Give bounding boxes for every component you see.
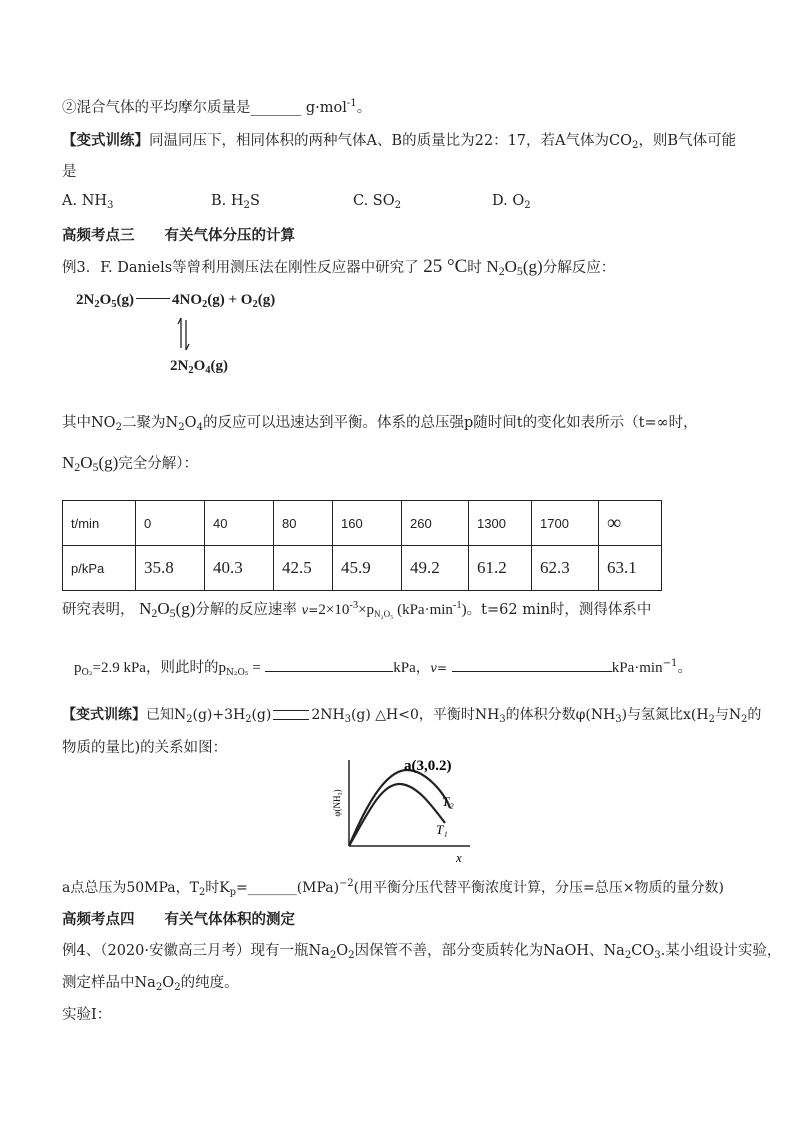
variant-training-1-cont: 是 xyxy=(62,164,77,180)
pressure-time-table xyxy=(62,500,662,591)
example-4: 例4、（2020·安徽高三月考）现有一瓶$Na_2O_2$因保管不善，部分变质转化为NaOH、$Na_2CO_3$.某小组设计实验， xyxy=(62,943,782,961)
table-cell: 42.5 xyxy=(274,546,333,591)
option-d: D. $O_2$ xyxy=(492,193,531,211)
option-b: B. $H_2S$ xyxy=(211,193,260,211)
graph-point-label: a(3,0.2) xyxy=(404,758,452,774)
graph-x-label: x xyxy=(456,850,462,865)
option-c: C. $SO_2$ xyxy=(353,193,402,211)
equilibrium-graph xyxy=(330,758,480,866)
table-cell: 63.1 xyxy=(599,546,662,591)
question-line-molar-mass: ②混合气体的平均摩尔质量是_______ g·mol$^{-1}$。 xyxy=(62,98,372,116)
table-row-pressure xyxy=(63,546,662,591)
graph-curve-label-t1: T₁ xyxy=(436,822,448,837)
pressure-question-line: $p_{O_2}=2.9$ kPa，则此时的$p_{N_2O_5}$ = kPa，$v= kPa\cdot\min^{-1}$。 xyxy=(74,658,693,678)
table-cell: 62.3 xyxy=(532,546,599,591)
table-row-time xyxy=(63,501,662,546)
variant-training-2-cont: 物质的量比)的关系如图： xyxy=(62,740,228,756)
table-cell: 40 xyxy=(205,501,274,546)
answer-blank: _______ xyxy=(250,100,302,116)
table-cell: 61.2 xyxy=(469,546,532,591)
table-cell: 80 xyxy=(274,501,333,546)
n2o5-formula: $N_2O_5(g)$ xyxy=(62,453,119,474)
table-header-time: t/min xyxy=(63,501,136,546)
variant-training-2: 【变式训练】已知$N_2(g)+3H_2(g)$ $2NH_3(g)$ △H<0，平衡时$NH_3$的体积分数$\varphi(NH_3)$与氢氮比$x(H_2$与$N_2$的 xyxy=(62,707,762,725)
graph-curve-label-t2: T₂ xyxy=(442,794,454,809)
table-cell: 35.8 xyxy=(136,546,205,591)
table-header-pressure: p/kPa xyxy=(63,546,136,591)
n2o5-formula: $N_2O_5(g)$ xyxy=(486,257,543,278)
reaction-arrow xyxy=(136,298,170,299)
reaction-equation: $2N_2O_5(g) 4NO_2(g) + O_2(g)$ xyxy=(76,292,276,310)
description-paragraph: 其中$NO_2$二聚为$N_2O_4$的反应可以迅速达到平衡。体系的总压强p随时间t的变化如表所示（t=∞时， xyxy=(62,415,698,433)
table-cell: 49.2 xyxy=(402,546,469,591)
graph-y-label: φ(NH₃) xyxy=(332,789,342,817)
answer-blank-pressure xyxy=(265,657,393,672)
table-cell: 1300 xyxy=(469,501,532,546)
variant-training-1: 【变式训练】同温同压下，相同体积的两种气体A、B的质量比为22：17，若A气体为$CO_2$，则B气体可能 xyxy=(62,133,737,151)
rate-expression: $2\times 10^{-3}\times p_{N_2O_5}$ $(kPa\cdot\min^{-1})$ xyxy=(318,600,467,619)
table-cell: 45.9 xyxy=(333,546,402,591)
equilibrium-arrows xyxy=(176,316,192,352)
experiment-1-label: 实验Ⅰ： xyxy=(62,1007,112,1023)
n2o5-formula: $N_2O_5(g)$ xyxy=(139,599,196,620)
table-cell: 1700 xyxy=(532,501,599,546)
answer-blank-rate xyxy=(452,657,612,672)
dimer-product: $2N_2O_4(g)$ xyxy=(170,358,229,376)
table-cell: 0 xyxy=(136,501,205,546)
equilibrium-arrow-icon xyxy=(273,710,309,720)
example-4-cont: 测定样品中$Na_2O_2$的纯度。 xyxy=(62,975,239,993)
research-statement: 研究表明， $N_2O_5(g)$分解的反应速率 $v=2\times 10^{-3}\times p_{N_2O_5}$ $(kPa\cdot\min^{-1})$。t=62 min时，测得体系中 xyxy=(62,599,652,620)
table-cell: 40.3 xyxy=(205,546,274,591)
description-paragraph-cont: $N_2O_5(g)$完全分解）： xyxy=(62,453,199,474)
table-cell: 160 xyxy=(333,501,402,546)
table-cell: 260 xyxy=(402,501,469,546)
kp-question-line: a点总压为50MPa，$T_2$时$K_p=\_\_\_\_\_\_\_(MPa)^{-2}$(用平衡分压代替平衡浓度计算，分压=总压×物质的量分数) xyxy=(62,878,724,898)
curve-t2 xyxy=(349,770,450,846)
section-heading-3: 高频考点三 有关气体分压的计算 xyxy=(62,228,295,244)
table-cell: ∞ xyxy=(599,501,662,546)
section-heading-4: 高频考点四 有关气体体积的测定 xyxy=(62,912,295,928)
example-3: 例3．F. Daniels等曾利用测压法在刚性反应器中研究了 25 °C时 $N_2O_5(g)$分解反应： xyxy=(62,256,616,278)
option-a: A. $NH_3$ xyxy=(62,193,114,211)
